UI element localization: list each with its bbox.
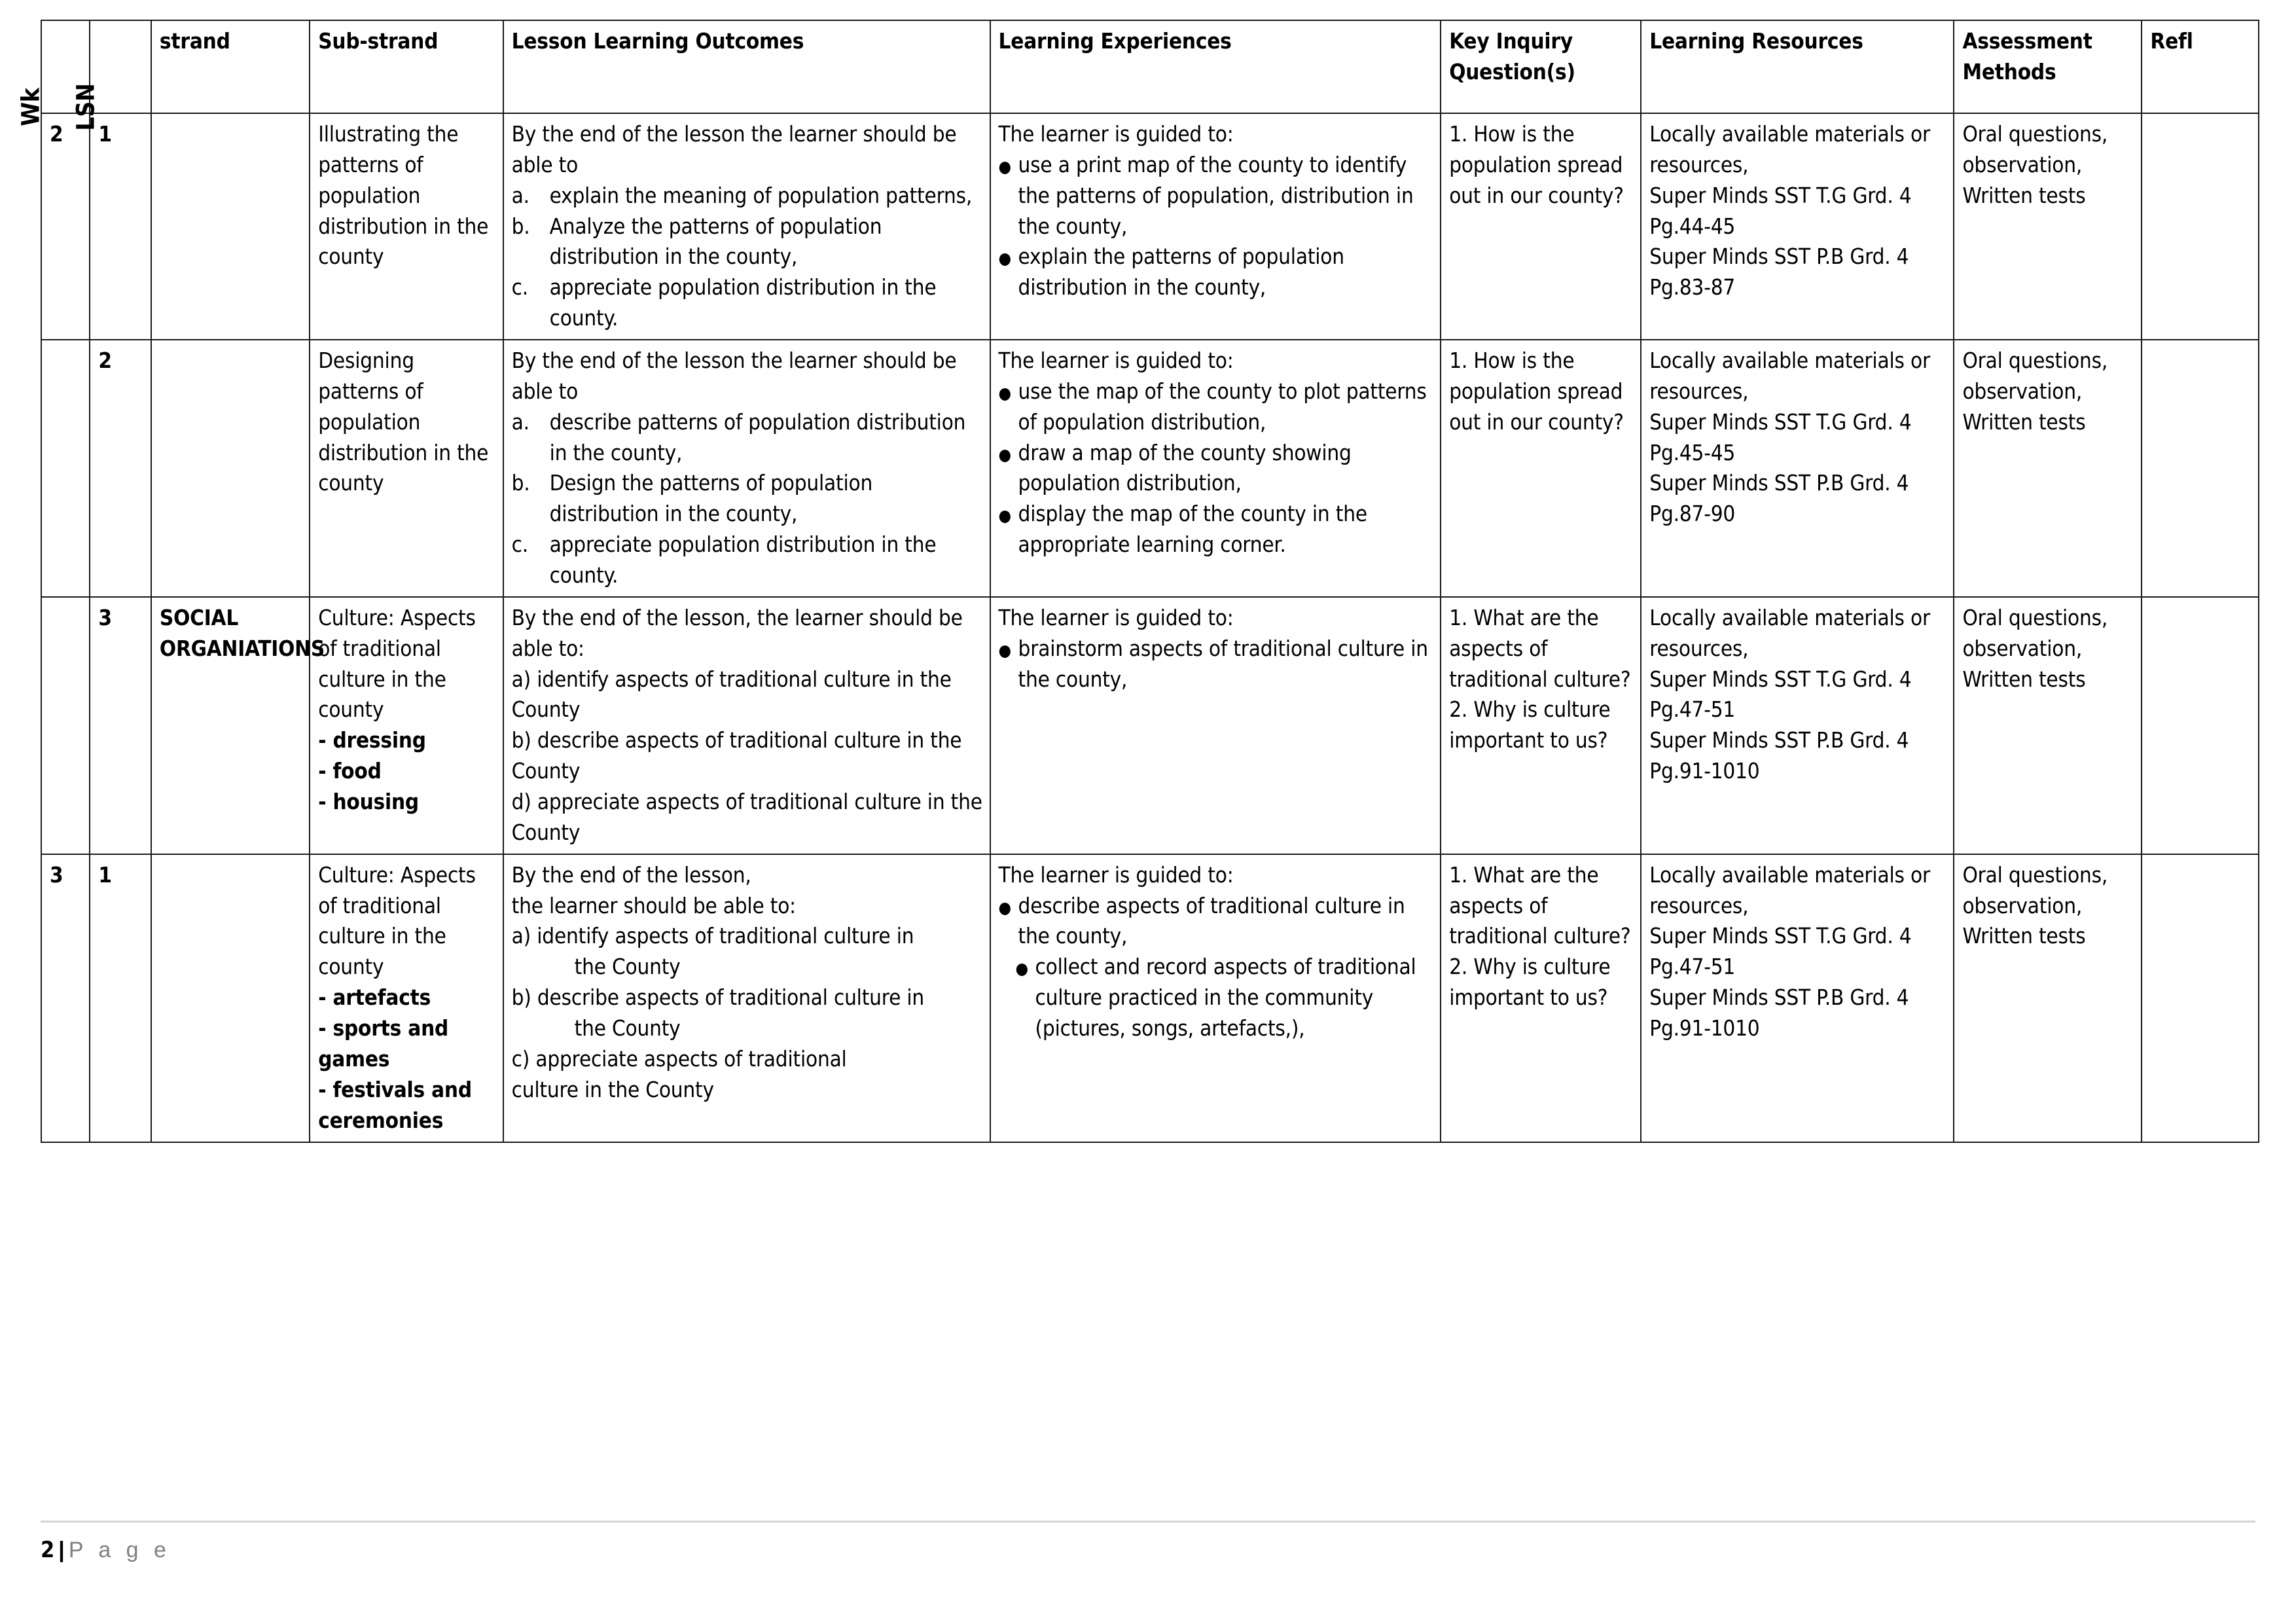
cell-substrand	[310, 597, 503, 854]
cell-week: 2	[41, 113, 90, 340]
bullet-item	[999, 952, 1434, 1044]
cell-substrand	[310, 340, 503, 597]
column-header-learning-experiences: Learning Experiences	[990, 20, 1441, 113]
substrand-bullet: - housing	[318, 789, 419, 815]
table-row	[41, 113, 2259, 340]
substrand-bullet: - sports and games	[318, 1015, 449, 1072]
experiences-intro: The learner is guided to:	[998, 348, 1234, 374]
cell-key-inquiry	[1441, 854, 1641, 1142]
cell-learning-outcomes	[503, 854, 990, 1142]
substrand-text: Culture: Aspects of traditional culture in the county	[318, 861, 476, 980]
list-text: explain the meaning of population patterns,	[549, 182, 973, 208]
outcome-item: d) appreciate aspects of traditional culture in the County	[511, 789, 982, 845]
column-header-substrand: Sub-strand	[310, 20, 503, 113]
resource-line: Super Minds SST T.G Grd. 4 Pg.47-51	[1649, 666, 1912, 723]
table-body	[41, 113, 2259, 1142]
resource-line: Super Minds SST T.G Grd. 4 Pg.45-45	[1649, 408, 1912, 465]
cell-learning-outcomes	[503, 340, 990, 597]
outcomes-intro: By the end of the lesson, the learner should be able to:	[511, 604, 963, 661]
cell-key-inquiry	[1441, 113, 1641, 340]
assessment-text: Oral questions, observation, Written tests	[1962, 604, 2108, 692]
cell-lesson: 3	[90, 597, 151, 854]
assessment-text: Oral questions, observation, Written tests	[1962, 121, 2108, 208]
cell-reflection	[2142, 113, 2259, 340]
resource-line: Locally available materials or resources,	[1649, 861, 1930, 918]
outcomes-intro-second: the learner should be able to:	[511, 892, 796, 918]
list-text: describe patterns of population distribution in the county,	[549, 408, 966, 465]
cell-lesson: 2	[90, 340, 151, 597]
substrand-bullet: - food	[318, 758, 382, 784]
cell-assessment-methods	[1954, 597, 2142, 854]
substrand-text: Designing patterns of population distribution in the county	[318, 348, 489, 496]
cell-key-inquiry	[1441, 597, 1641, 854]
list-item	[512, 181, 983, 211]
footer-separator: |	[58, 1538, 65, 1562]
assessment-text: Oral questions, observation, Written tests	[1962, 861, 2108, 949]
resource-line: Super Minds SST T.G Grd. 4 Pg.44-45	[1649, 182, 1912, 239]
outcomes-list	[512, 407, 983, 591]
resource-line: Locally available materials or resources,	[1649, 604, 1930, 661]
cell-learning-experiences	[990, 340, 1441, 597]
list-item	[512, 272, 983, 334]
inquiry-question: 2. Why is culture important to us?	[1449, 954, 1611, 1011]
cell-learning-experiences	[990, 113, 1441, 340]
cell-strand: SOCIAL ORGANIATIONS	[151, 597, 310, 854]
cell-learning-resources	[1641, 597, 1954, 854]
resource-line: Locally available materials or resources,	[1649, 121, 1930, 177]
cell-strand	[151, 340, 310, 597]
list-text: Analyze the patterns of population distribution in the county,	[549, 213, 882, 270]
cell-substrand	[310, 113, 503, 340]
list-item	[512, 407, 983, 469]
list-marker: c.	[511, 274, 528, 300]
list-text: appreciate population distribution in the county.	[549, 532, 937, 588]
substrand-bullet: - dressing	[318, 727, 426, 753]
cell-week	[41, 597, 90, 854]
outcome-item: c) appreciate aspects of traditional	[511, 1045, 847, 1072]
bullet-dot-icon	[999, 499, 1018, 560]
bullet-text: explain the patterns of population distribution in the county,	[1018, 244, 1344, 300]
page-footer	[41, 1537, 171, 1563]
column-header-strand: strand	[151, 20, 310, 113]
cell-learning-outcomes	[503, 597, 990, 854]
resource-line: Super Minds SST P.B Grd. 4 Pg.91-1010	[1649, 727, 1909, 784]
list-marker: c.	[511, 532, 528, 558]
column-header-key-inquiry: Key Inquiry Question(s)	[1441, 20, 1641, 113]
substrand-text: Illustrating the patterns of population distribution in the county	[318, 121, 489, 270]
resource-line: Super Minds SST T.G Grd. 4 Pg.47-51	[1649, 923, 1912, 980]
footer-page-number: 2	[41, 1537, 55, 1563]
list-marker: b.	[511, 213, 530, 239]
assessment-text: Oral questions, observation, Written tests	[1962, 348, 2108, 435]
scheme-of-work-table	[16, 20, 2259, 1143]
cell-learning-resources	[1641, 340, 1954, 597]
outcomes-intro: By the end of the lesson,	[511, 861, 751, 888]
bullet-item	[999, 376, 1434, 438]
bullet-item	[999, 891, 1434, 952]
bullet-dot-icon	[999, 438, 1018, 499]
table-row	[41, 597, 2259, 854]
list-item	[512, 530, 983, 591]
cell-learning-resources	[1641, 113, 1954, 340]
list-marker: a.	[511, 182, 529, 208]
resource-line: Super Minds SST P.B Grd. 4 Pg.83-87	[1649, 244, 1909, 300]
inquiry-question: 1. What are the aspects of traditional culture?	[1449, 604, 1631, 692]
outcome-item-cont: the County	[574, 1015, 681, 1041]
column-header-lesson: LSN	[90, 20, 151, 113]
bullet-text: use a print map of the county to identify the patterns of population, distribution in the county,	[1018, 151, 1414, 239]
cell-assessment-methods	[1954, 113, 2142, 340]
bullet-item	[999, 242, 1434, 303]
column-header-learning-resources: Learning Resources	[1641, 20, 1954, 113]
substrand-bullet: - artefacts	[318, 984, 431, 1011]
list-marker: a.	[511, 408, 529, 435]
cell-strand	[151, 113, 310, 340]
column-header-assessment-methods: Assessment Methods	[1954, 20, 2142, 113]
bullet-item	[999, 438, 1434, 499]
cell-lesson: 1	[90, 854, 151, 1142]
bullet-dot-icon	[1016, 952, 1035, 1044]
footer-divider	[41, 1521, 2255, 1523]
bullet-dot-icon	[999, 376, 1018, 438]
outcome-item-cont: the County	[574, 954, 681, 980]
substrand-text: Culture: Aspects of traditional culture in the county	[318, 604, 476, 723]
cell-strand	[151, 854, 310, 1142]
column-header-learning-outcomes: Lesson Learning Outcomes	[503, 20, 990, 113]
experiences-intro: The learner is guided to:	[998, 604, 1234, 630]
cell-assessment-methods	[1954, 340, 2142, 597]
cell-week	[41, 340, 90, 597]
experiences-intro: The learner is guided to:	[998, 861, 1234, 888]
bullet-text: use the map of the county to plot patterns of population distribution,	[1018, 378, 1427, 435]
experiences-intro: The learner is guided to:	[998, 121, 1234, 147]
bullet-dot-icon	[999, 150, 1018, 242]
list-text: appreciate population distribution in the county.	[549, 274, 937, 331]
outcome-item: a) identify aspects of traditional culture in the County	[511, 666, 952, 723]
bullet-text: describe aspects of traditional culture in the county,	[1018, 892, 1405, 949]
cell-learning-experiences	[990, 854, 1441, 1142]
cell-assessment-methods	[1954, 854, 2142, 1142]
outcome-item-tail: culture in the County	[511, 1076, 714, 1102]
cell-learning-experiences	[990, 597, 1441, 854]
outcome-item: b) describe aspects of traditional culture in	[511, 984, 925, 1011]
outcome-item: b) describe aspects of traditional culture in the County	[511, 727, 962, 784]
resource-line: Locally available materials or resources,	[1649, 348, 1930, 404]
substrand-bullet: - festivals and ceremonies	[318, 1076, 472, 1133]
column-header-reflection: Refl	[2142, 20, 2259, 113]
bullet-item	[999, 499, 1434, 560]
footer-page-label: P a g e	[68, 1538, 171, 1562]
resource-line: Super Minds SST P.B Grd. 4 Pg.91-1010	[1649, 984, 1909, 1041]
bullet-dot-icon	[999, 634, 1018, 695]
list-item	[512, 211, 983, 273]
cell-reflection	[2142, 597, 2259, 854]
cell-lesson: 1	[90, 113, 151, 340]
bullet-item	[999, 150, 1434, 242]
inquiry-question: 1. How is the population spread out in our county?	[1449, 348, 1624, 435]
cell-learning-resources	[1641, 854, 1954, 1142]
list-item	[512, 468, 983, 530]
table-header-row	[41, 20, 2259, 113]
cell-week: 3	[41, 854, 90, 1142]
list-marker: b.	[511, 470, 530, 496]
inquiry-question: 1. What are the aspects of traditional culture?	[1449, 861, 1631, 949]
inquiry-question: 1. How is the population spread out in our county?	[1449, 121, 1624, 208]
outcomes-intro: By the end of the lesson the learner should be able to	[511, 121, 957, 177]
cell-reflection	[2142, 854, 2259, 1142]
outcome-item: a) identify aspects of traditional culture in	[511, 923, 914, 949]
resource-line: Super Minds SST P.B Grd. 4 Pg.87-90	[1649, 470, 1909, 527]
bullet-dot-icon	[999, 891, 1018, 952]
bullet-text: brainstorm aspects of traditional culture in the county,	[1018, 635, 1428, 692]
table-row	[41, 854, 2259, 1142]
cell-key-inquiry	[1441, 340, 1641, 597]
inquiry-question: 2. Why is culture important to us?	[1449, 696, 1611, 753]
cell-learning-outcomes	[503, 113, 990, 340]
outcomes-intro: By the end of the lesson the learner should be able to	[511, 348, 957, 404]
cell-reflection	[2142, 340, 2259, 597]
bullet-item	[999, 634, 1434, 695]
list-text: Design the patterns of population distribution in the county,	[549, 470, 873, 527]
bullet-text: display the map of the county in the appropriate learning corner.	[1018, 501, 1367, 558]
bullet-dot-icon	[999, 242, 1018, 303]
outcomes-list	[512, 181, 983, 334]
table-row	[41, 340, 2259, 597]
column-header-week: Wk	[41, 20, 90, 113]
cell-substrand	[310, 854, 503, 1142]
bullet-text: draw a map of the county showing population distribution,	[1018, 439, 1352, 496]
bullet-text: collect and record aspects of traditional culture practiced in the community (pictures, songs, artefacts,),	[1035, 954, 1416, 1041]
